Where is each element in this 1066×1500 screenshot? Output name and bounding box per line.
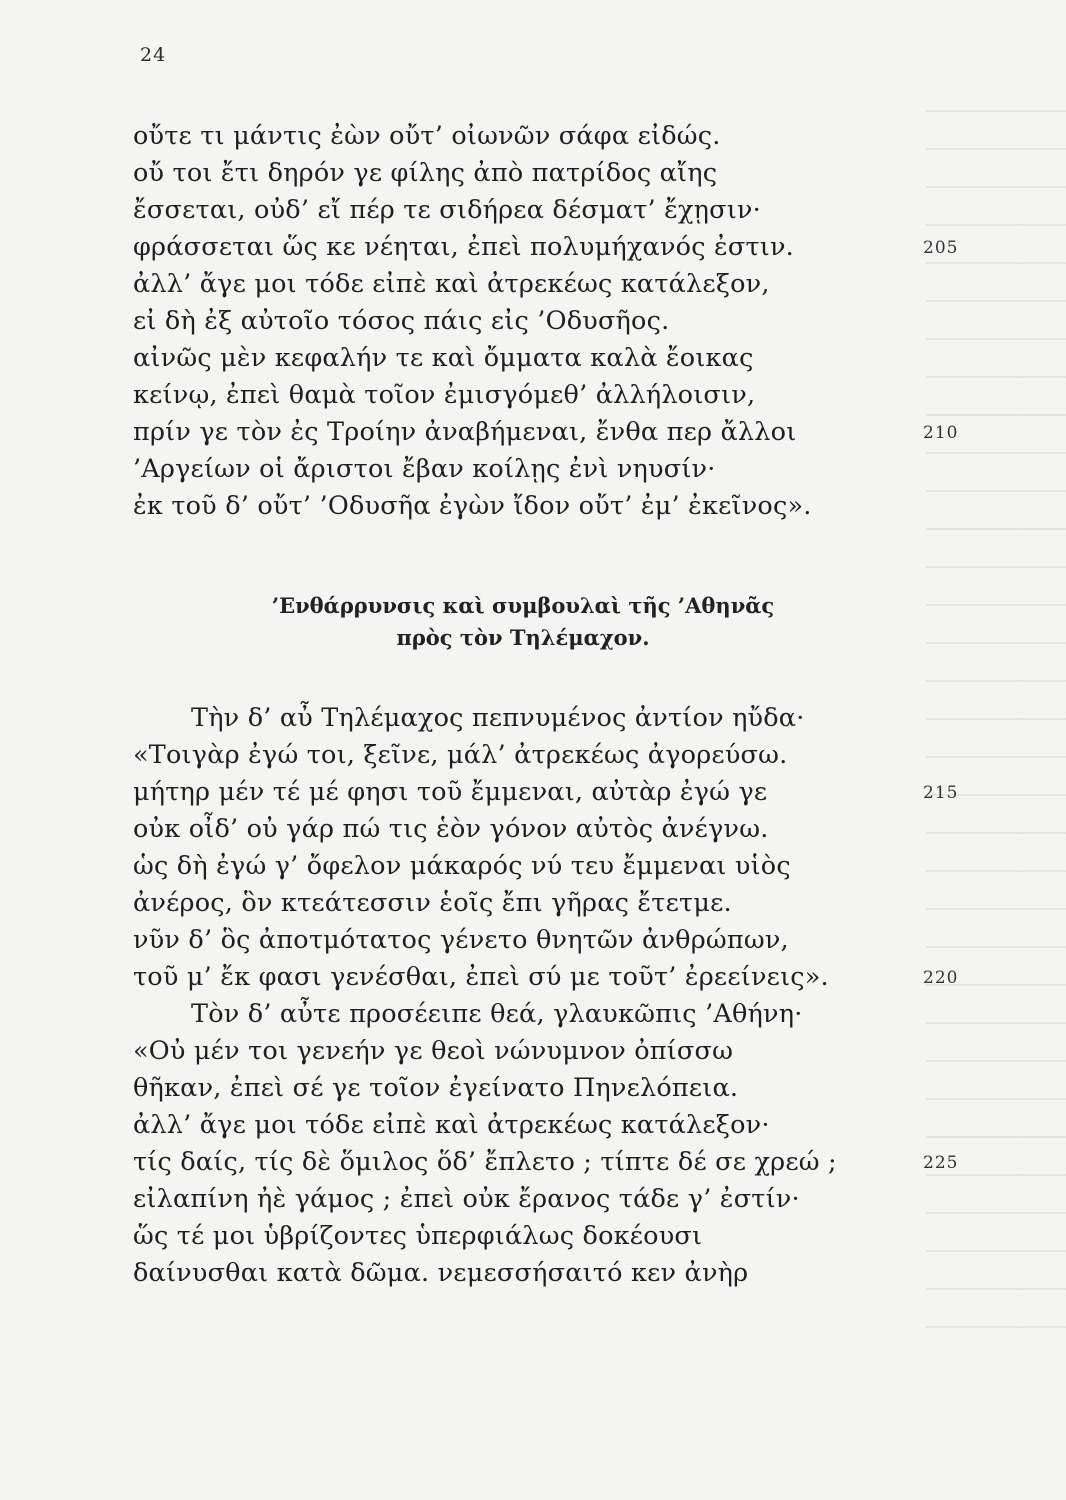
verse-block-1 [133, 118, 993, 525]
verse-line: Τὴν δ’ αὖ Τηλέμαχος πεπνυμένος ἀντίον ηὔδα· [191, 703, 805, 733]
verse-line: μήτηρ μέν τέ μέ φησι τοῦ ἔμμεναι, αὐτὰρ ἐγώ γε 215 [133, 774, 993, 811]
verse-line: οὔτε τι μάντις ἐὼν οὔτ’ οἰωνῶν σάφα εἰδώς. [133, 121, 721, 151]
section-heading-line-1: ’Ενθάρρυνσις καὶ συμβουλαὶ τῆς ’Αθηνᾶς [271, 593, 775, 618]
verse-line: ἐκ τοῦ δ’ οὔτ’ ’Οδυσῆα ἐγὼν ἴδον οὔτ’ ἐμ’ ἐκεῖνος». [133, 491, 812, 521]
verse-line: θῆκαν, ἐπεὶ σέ γε τοῖον ἐγείνατο Πηνελόπεια. [133, 1073, 739, 1103]
verse-line: «Οὐ μέν τοι γενεήν γε θεοὶ νώνυμνον ὀπίσσω [133, 1036, 734, 1066]
verse-line: κείνῳ, ἐπεὶ θαμὰ τοῖον ἐμισγόμεθ’ ἀλλήλοισιν, [133, 380, 756, 410]
verse-line: ἔσσεται, οὐδ’ εἴ πέρ τε σιδήρεα δέσματ’ ἔχῃσιν· [133, 195, 761, 225]
verse-line: οὔ τοι ἔτι δηρόν γε φίλης ἀπὸ πατρίδος αἴης [133, 158, 718, 188]
section-heading [133, 590, 913, 654]
verse-line: «Τοιγὰρ ἐγώ τοι, ξεῖνε, μάλ’ ἀτρεκέως ἀγορεύσω. [133, 740, 788, 770]
verse-line: ὡς δὴ ἐγώ γ’ ὄφελον μάκαρός νύ τευ ἔμμεναι υἱὸς [133, 851, 791, 881]
line-number: 210 [923, 423, 959, 443]
line-number: 225 [923, 1153, 959, 1173]
line-number: 205 [923, 238, 959, 258]
verse-line: νῦν δ’ ὃς ἀποτμότατος γένετο θνητῶν ἀνθρώπων, [133, 925, 789, 955]
verse-line: δαίνυσθαι κατὰ δῶμα. νεμεσσήσαιτό κεν ἀνὴρ [133, 1258, 749, 1288]
section-heading-line-2: πρὸς τὸν Τηλέμαχον. [396, 625, 650, 650]
line-number: 215 [923, 783, 959, 803]
verse-line: τοῦ μ’ ἔκ φασι γενέσθαι, ἐπεὶ σύ με τοῦτ’ ἐρεείνεις». 220 [133, 959, 993, 996]
verse-line: ἀνέρος, ὃν κτεάτεσσιν ἑοῖς ἔπι γῆρας ἔτετμε. [133, 888, 732, 918]
verse-line: αἰνῶς μὲν κεφαλήν τε καὶ ὄμματα καλὰ ἔοικας [133, 343, 754, 373]
verse-line: φράσσεται ὥς κε νέηται, ἐπεὶ πολυμήχανός ἐστιν. 205 [133, 229, 993, 266]
verse-line: οὐκ οἶδ’ οὐ γάρ πώ τις ἑὸν γόνον αὐτὸς ἀνέγνω. [133, 814, 769, 844]
verse-line: ’Αργείων οἱ ἄριστοι ἔβαν κοίλῃς ἐνὶ νηυσίν· [133, 454, 716, 484]
verse-line: ὥς τέ μοι ὑβρίζοντες ὑπερφιάλως δοκέουσι [133, 1221, 703, 1251]
verse-line: ἀλλ’ ἄγε μοι τόδε εἰπὲ καὶ ἀτρεκέως κατάλεξον· [133, 1110, 770, 1140]
verse-line: εἰ δὴ ἐξ αὐτοῖο τόσος πάις εἰς ’Οδυσῆος. [133, 306, 670, 336]
verse-block-2 [133, 700, 993, 1292]
page-number: 24 [140, 44, 167, 66]
verse-line: τίς δαίς, τίς δὲ ὅμιλος ὅδ’ ἔπλετο ; τίπτε δέ σε χρεώ ; 225 [133, 1144, 993, 1181]
verse-line: πρίν γε τὸν ἐς Τροίην ἀναβήμεναι, ἔνθα περ ἄλλοι 210 [133, 414, 993, 451]
line-number: 220 [923, 968, 959, 988]
verse-line: ἀλλ’ ἄγε μοι τόδε εἰπὲ καὶ ἀτρεκέως κατάλεξον, [133, 269, 770, 299]
verse-line: εἰλαπίνη ἠὲ γάμος ; ἐπεὶ οὐκ ἔρανος τάδε γ’ ἐστίν· [133, 1184, 800, 1214]
verse-line: Τὸν δ’ αὖτε προσέειπε θεά, γλαυκῶπις ’Αθήνη· [191, 999, 803, 1029]
